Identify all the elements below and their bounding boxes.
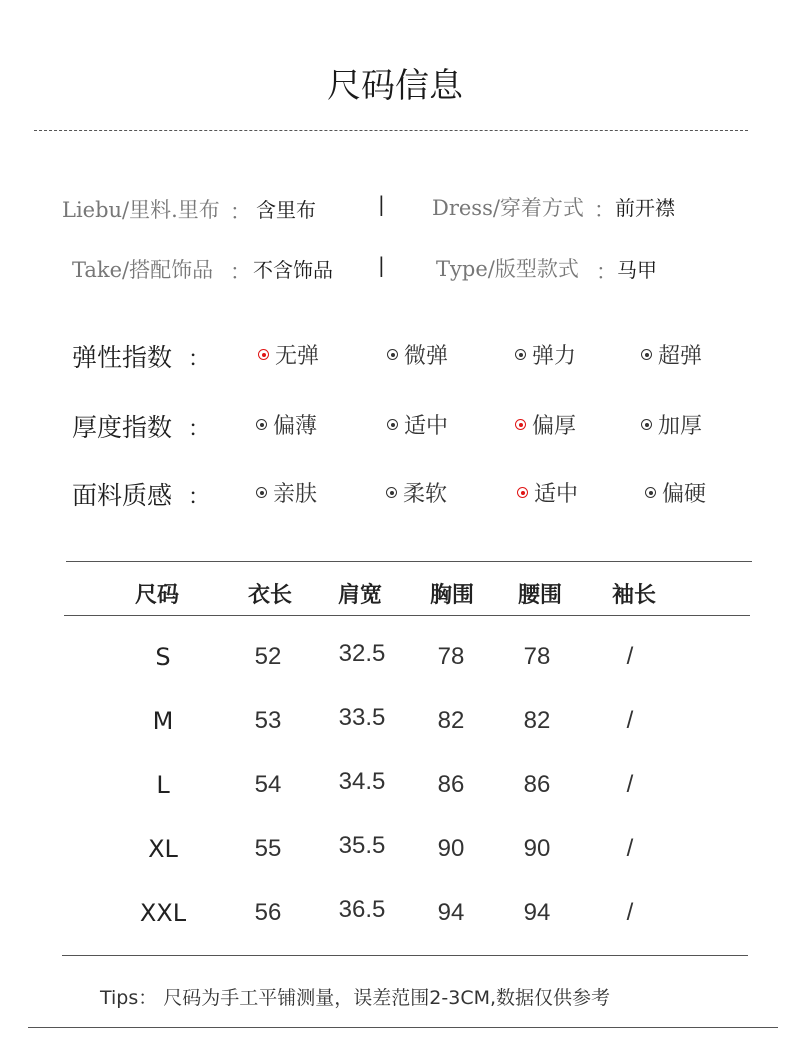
table-cell: 54 (254, 771, 282, 798)
radio-selected-icon (515, 419, 526, 430)
radio-icon (645, 487, 656, 498)
rating-option (387, 339, 448, 370)
info-separator: | (378, 253, 385, 277)
table-header-cell: 肩宽 (337, 583, 382, 608)
rating-option-label: 偏硬 (662, 482, 707, 507)
rating-colon: ： (188, 417, 211, 442)
table-cell: 36.5 (338, 896, 386, 923)
rating-option-label: 偏厚 (532, 414, 577, 439)
rating-label: 厚度指数 (72, 413, 173, 442)
dashed-divider (34, 130, 748, 131)
table-header-border (64, 615, 750, 616)
rating-option (386, 477, 447, 508)
table-cell: 55 (254, 835, 282, 862)
page-title: 尺码信息 (327, 66, 463, 106)
table-header-cell: 腰围 (517, 583, 562, 608)
info-colon: ： (230, 260, 251, 284)
size-label: L (156, 771, 170, 799)
radio-icon (256, 487, 267, 498)
rating-option-label: 无弹 (275, 344, 320, 369)
rating-label: 面料质感 (72, 481, 173, 510)
radio-selected-icon (517, 487, 528, 498)
table-cell: 86 (523, 771, 551, 798)
rating-option-label: 偏薄 (273, 414, 318, 439)
radio-icon (256, 419, 267, 430)
radio-icon (515, 349, 526, 360)
rating-option-label: 微弹 (404, 344, 449, 369)
table-cell: 53 (254, 707, 282, 734)
info-value-dress: 前开襟 (615, 196, 675, 220)
info-value-type: 马甲 (617, 258, 657, 282)
rating-option (515, 409, 576, 440)
table-cell: 78 (437, 643, 465, 670)
size-label: XXL (139, 899, 187, 927)
rating-option (645, 477, 706, 508)
rating-option-label: 适中 (404, 414, 449, 439)
rating-option-label: 加厚 (658, 414, 703, 439)
rating-option (387, 409, 448, 440)
rating-option-label: 柔软 (403, 482, 448, 507)
table-cell: / (626, 707, 634, 734)
table-cell: 35.5 (338, 832, 386, 859)
table-cell: 34.5 (338, 768, 386, 795)
info-label-type: Type/版型款式 (436, 257, 579, 281)
rating-option-label: 适中 (534, 482, 579, 507)
table-cell: 90 (523, 835, 551, 862)
table-header-cell: 尺码 (134, 583, 179, 608)
radio-icon (641, 419, 652, 430)
table-top-border (66, 561, 752, 562)
tips-text: Tips： 尺码为手工平铺测量，误差范围2-3CM,数据仅供参考 (100, 987, 611, 1009)
table-cell: 94 (523, 899, 551, 926)
rating-option (256, 409, 317, 440)
table-cell: 33.5 (338, 704, 386, 731)
radio-icon (641, 349, 652, 360)
info-colon: ： (594, 198, 615, 222)
rating-colon: ： (188, 347, 211, 372)
rating-option (515, 339, 576, 370)
radio-icon (386, 487, 397, 498)
rating-option-label: 亲肤 (273, 482, 318, 507)
rating-label: 弹性指数 (72, 343, 173, 372)
table-cell: 78 (523, 643, 551, 670)
table-cell: 82 (437, 707, 465, 734)
table-cell: / (626, 771, 634, 798)
info-label-lining: Liebu/里料.里布 (62, 198, 220, 222)
table-cell: / (626, 643, 634, 670)
table-bottom-border (62, 955, 748, 956)
footer-divider (28, 1027, 778, 1028)
size-label: M (152, 707, 174, 735)
size-label: S (155, 643, 171, 671)
rating-option-label: 弹力 (532, 344, 577, 369)
info-label-take: Take/搭配饰品 (72, 258, 214, 282)
table-cell: 52 (254, 643, 282, 670)
table-header-cell: 衣长 (247, 583, 292, 608)
info-value-take: 不含饰品 (253, 258, 333, 282)
table-cell: 94 (437, 899, 465, 926)
table-header-cell: 胸围 (429, 583, 474, 608)
rating-option (517, 477, 578, 508)
info-separator: | (378, 192, 385, 216)
radio-selected-icon (258, 349, 269, 360)
radio-icon (387, 419, 398, 430)
table-cell: 86 (437, 771, 465, 798)
rating-option (256, 477, 317, 508)
table-cell: / (626, 899, 634, 926)
info-label-dress: Dress/穿着方式 (432, 196, 584, 220)
info-colon: ： (596, 260, 617, 284)
table-cell: 32.5 (338, 640, 386, 667)
info-value-lining: 含里布 (256, 198, 316, 222)
table-cell: / (626, 835, 634, 862)
table-header-cell: 袖长 (611, 583, 656, 608)
table-cell: 90 (437, 835, 465, 862)
rating-option (641, 339, 702, 370)
radio-icon (387, 349, 398, 360)
rating-option-label: 超弹 (658, 344, 703, 369)
rating-option (258, 339, 319, 370)
size-label: XL (148, 835, 178, 863)
table-cell: 56 (254, 899, 282, 926)
rating-colon: ： (188, 485, 211, 510)
rating-option (641, 409, 702, 440)
info-colon: ： (230, 200, 251, 224)
table-cell: 82 (523, 707, 551, 734)
